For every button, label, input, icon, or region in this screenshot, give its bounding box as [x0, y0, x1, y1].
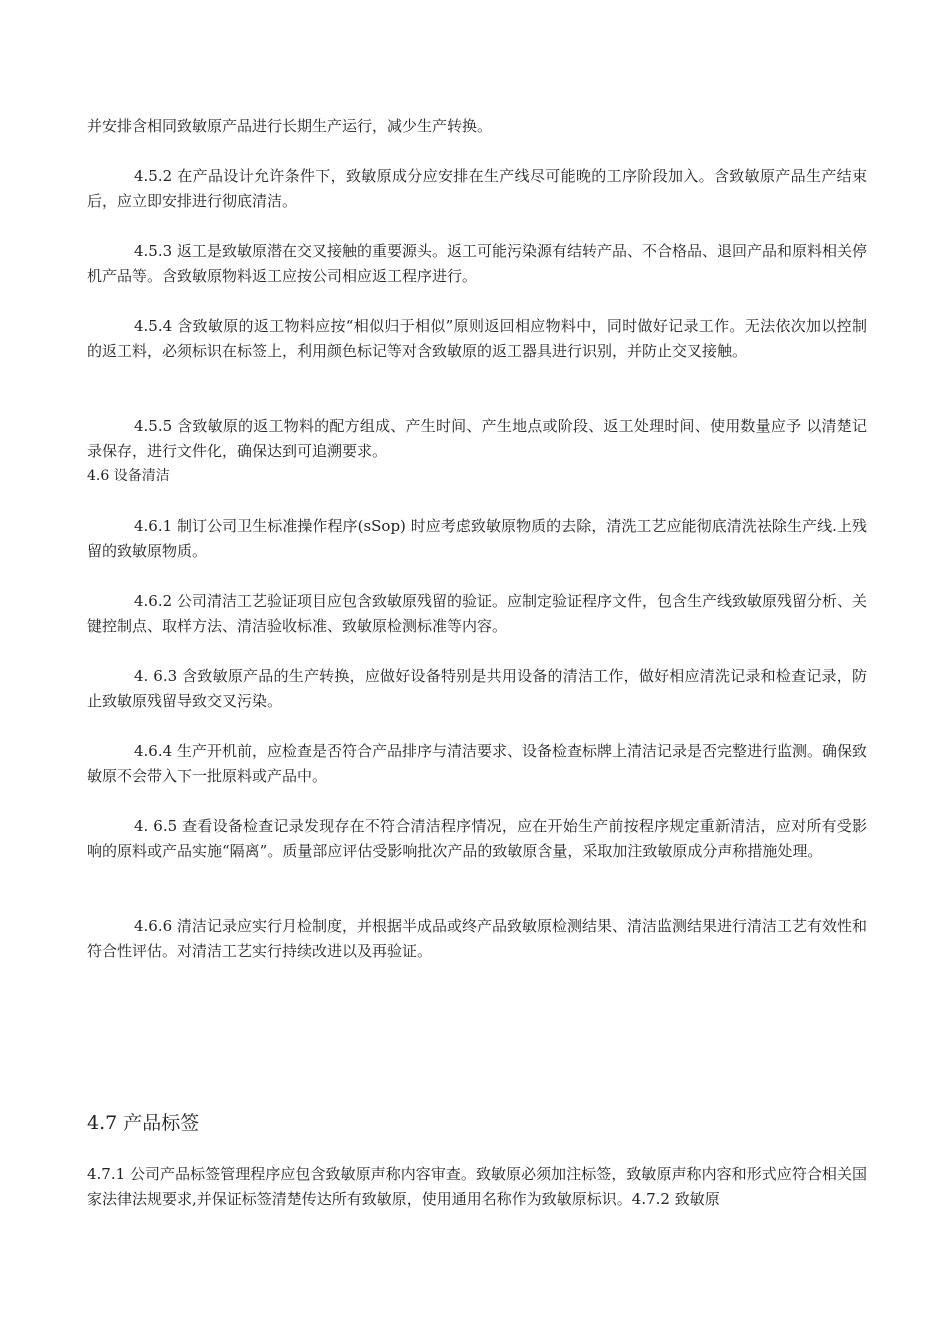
paragraph-4-6-2: 4.6.2 公司清洁工艺验证项目应包含致敏原残留的验证。应制定验证程序文件，包含生产线致敏原残留分析、关键控制点、取样方法、清洁验收标准、致敏原检测标准等内容。 — [87, 592, 867, 635]
paragraph-continuation: 并安排含相同致敏原产品进行长期生产运行，减少生产转换。 — [87, 117, 493, 135]
paragraph-4-6-1: 4.6.1 制订公司卫生标准操作程序(sSop) 时应考虑致敏原物质的去除，清洗工艺应能彻底清洗祛除生产线.上残留的致敏原物质。 — [87, 517, 867, 560]
paragraph-4-5-5: 4.5.5 含致敏原的返工物料的配方组成、产生时间、产生地点或阶段、返工处理时间、使用数量应予 以清楚记录保存，进行文件化，确保达到可追溯要求。 — [87, 417, 867, 460]
paragraph-4-6-4: 4.6.4 生产开机前，应检查是否符合产品排序与清洁要求、设备检查标牌上清洁记录是否完整进行监测。确保致敏原不会带入下一批原料或产品中。 — [87, 742, 867, 785]
paragraph-4-5-3: 4.5.3 返工是致敏原潜在交叉接触的重要源头。返工可能污染源有结转产品、不合格品、退回产品和原料相关停机产品等。含致敏原物料返工应按公司相应返工程序进行。 — [87, 242, 867, 285]
paragraph-4-6-3: 4. 6.3 含致敏原产品的生产转换，应做好设备特别是共用设备的清洁工作，做好相应清洗记录和检查记录，防止致敏原残留导致交叉污染。 — [87, 667, 867, 710]
paragraph-4-6-6: 4.6.6 清洁记录应实行月检制度，并根据半成品或终产品致敏原检测结果、清洁监测结果进行清洁工艺有效性和符合性评估。对清洁工艺实行持续改进以及再验证。 — [87, 917, 867, 960]
paragraph-4-5-4: 4.5.4 含致敏原的返工物料应按“相似归于相似”原则返回相应物料中，同时做好记录工作。无法依次加以控制的返工料，必须标识在标签上，利用颜色标记等对含致敏原的返工器具进行识别，并防止交叉接触。 — [87, 317, 867, 360]
section-heading-4-7: 4.7 产品标签 — [87, 1112, 200, 1134]
paragraph-4-6-5: 4. 6.5 查看设备检查记录发现存在不符合清洁程序情况，应在开始生产前按程序规定重新清洁，应对所有受影响的原料或产品实施“隔离”。质量部应评估受影响批次产品的致敏原含量，采取加注致敏原成分声称措施处理。 — [87, 817, 867, 860]
paragraph-4-7-1: 4.7.1 公司产品标签管理程序应包含致敏原声称内容审查。致敏原必须加注标签，致敏原声称内容和形式应符合相关国家法律法规要求,并保证标签清楚传达所有致敏原，使用通用名称作为致敏原标识。4.7.2 致敏原 — [87, 1165, 867, 1208]
paragraph-4-5-2: 4.5.2 在产品设计允许条件下，致敏原成分应安排在生产线尽可能晚的工序阶段加入。含致敏原产品生产结束后，应立即安排进行彻底清洁。 — [87, 167, 867, 210]
section-heading-4-6: 4.6 设备清洁 — [87, 468, 170, 484]
